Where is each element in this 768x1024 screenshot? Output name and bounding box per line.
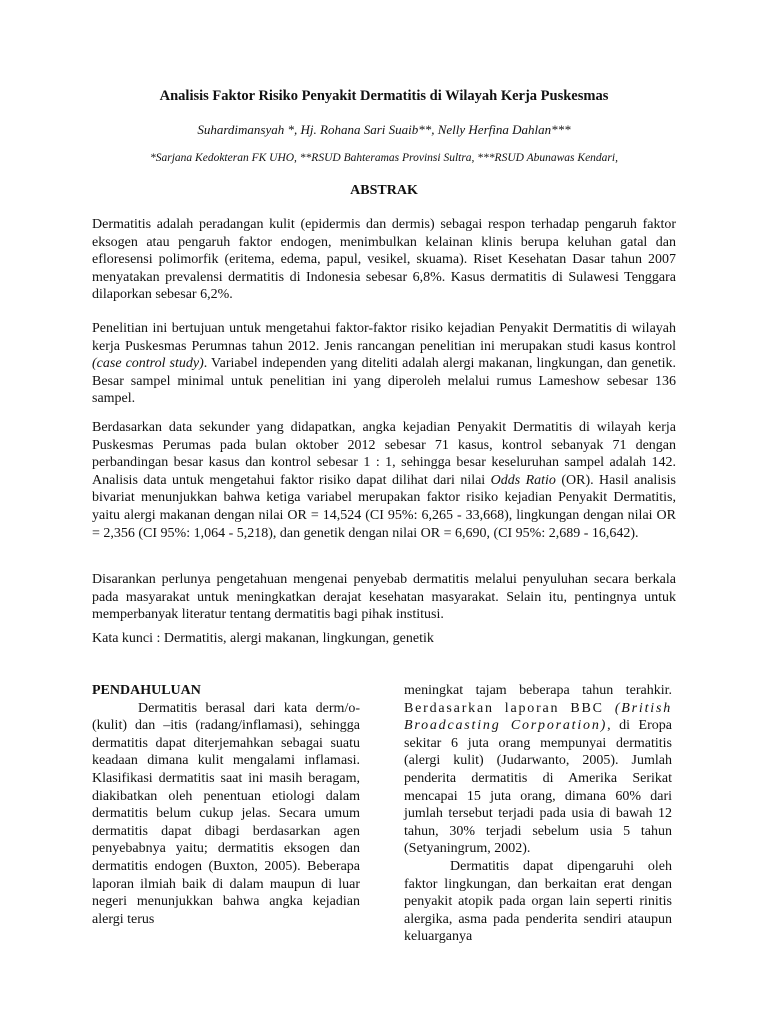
body-right-paragraph-2: Dermatitis dapat dipengaruhi oleh faktor lingkungan, dan berkaitan erat dengan penyakit atopik pada organ lain seperti rinitis alergika, asma pada penderita sendiri ataupun keluarganya bbox=[404, 858, 672, 945]
abstract-p3-text-a: Berdasarkan data sekunder yang didapatkan, angka kejadian Penyakit Dermatitis di wilayah kerja Puskesmas Perumas pada bulan oktober 2012 sebesar 71 kasus, kontrol sebanyak 71 dengan perbandingan besar kasus dan kontrol sebesar 1 : 1, sehingga besar keseluruhan sampel adalah 142. Analisis data untuk mengetahui faktor risiko dapat dilihat dari nilai bbox=[92, 420, 676, 488]
paper-authors: Suhardimansyah *, Hj. Rohana Sari Suaib**, Nelly Herfina Dahlan*** bbox=[197, 122, 571, 137]
section-heading-pendahuluan: PENDAHULUAN bbox=[92, 683, 201, 698]
abstract-paragraph-3 bbox=[92, 419, 676, 542]
abstract-p3-text-b: (OR). Hasil analisis bivariat menunjukkan bahwa ketiga variabel merupakan faktor risiko kejadian Penyakit Dermatitis, yaitu alergi makanan dengan nilai OR = 14,524 (CI 95%: 6,265 - 33,668), lingkungan dengan nilai OR = 2,356 (CI 95%: 1,064 - 5,218), dan genetik dengan nilai OR = 6,690, (CI 95%: 2,689 - 16,642). bbox=[92, 472, 677, 541]
paper-title: Analisis Faktor Risiko Penyakit Dermatitis di Wilayah Kerja Puskesmas bbox=[159, 88, 609, 104]
body-right-text-a: meningkat tajam beberapa tahun terahkir. bbox=[404, 683, 672, 698]
body-right-text-b: , di Eropa sekitar 6 juta orang mempunyai dermatitis (alergi kulit) (Judarwanto, 2005). Jumlah penderita dermatitis di Amerika Serikat mencapai 15 juta orang, dimana 60% dari jumlah tersebut terjadi pada usia di bawah 12 tahun, 30% terjadi sebelum usia 5 tahun (Setyaningrum, 2002). bbox=[404, 718, 672, 857]
body-right-paragraph-1 bbox=[404, 682, 672, 858]
abstract-p2-text-a: Penelitian ini bertujuan untuk mengetahui faktor-faktor risiko kejadian Penyakit Dermatitis di wilayah kerja Puskesmas Perumnas tahun 2012. Jenis rancangan penelitian ini merupakan studi kasus kontrol bbox=[92, 321, 676, 354]
body-right-italic: (British Broadcasting Corporation) bbox=[404, 700, 672, 734]
body-right-text-spaced: Berdasarkan laporan BBC bbox=[404, 700, 615, 716]
abstract-p2-text-b: . Variabel independen yang diteliti adalah alergi makanan, lingkungan, dan genetik. Besar sampel minimal untuk penelitian ini yang diperoleh melalui rumus Lameshow sebesar 136 sampel. bbox=[92, 356, 676, 407]
abstract-p3-italic: Odds Ratio bbox=[490, 472, 556, 488]
abstract-heading: ABSTRAK bbox=[350, 183, 418, 198]
abstract-paragraph-1: Dermatitis adalah peradangan kulit (epidermis dan dermis) sebagai respon terhadap pengaruh faktor eksogen atau pengaruh faktor endogen, menimbulkan kelainan klinis berupa keluhan gatal dan efloresensi polimorfik (eritema, edema, papul, vesikel, skuama). Riset Kesehatan Dasar tahun 2007 menyatakan prevalensi dermatitis di Indonesia sebesar 6,8%. Kasus dermatitis di Sulawesi Tenggara dilaporkan sebesar 6,2%. bbox=[92, 217, 676, 303]
keywords: Kata kunci : Dermatitis, alergi makanan, lingkungan, genetik bbox=[92, 631, 434, 646]
body-column-right bbox=[404, 682, 672, 946]
abstract-paragraph-2 bbox=[92, 320, 676, 408]
paper-affiliations: *Sarjana Kedokteran FK UHO, **RSUD Bahteramas Provinsi Sultra, ***RSUD Abunawas Kendari, bbox=[150, 152, 618, 164]
abstract-p2-italic: (case control study) bbox=[92, 356, 204, 372]
body-column-left bbox=[92, 682, 360, 928]
body-left-paragraph: Dermatitis berasal dari kata derm/o- (kulit) dan –itis (radang/inflamasi), sehingga dermatitis dapat diterjemahkan sebagai suatu keadaan dimana kulit mengalami inflamasi. Klasifikasi dermatitis saat ini masih beragam, diakibatkan oleh penentuan etiologi dalam dermatitis belum cukup jelas. Secara umum dermatitis dapat dibagi berdasarkan agen penyebabnya yaitu; dermatitis eksogen dan dermatitis endogen (Buxton, 2005). Beberapa laporan ilmiah baik di dalam maupun di luar negeri menunjukkan bahwa angka kejadian alergi terus bbox=[92, 700, 360, 927]
abstract-paragraph-4: Disarankan perlunya pengetahuan mengenai penyebab dermatitis melalui penyuluhan secara berkala pada masyarakat untuk meningkatkan derajat kesehatan masyarakat. Selain itu, pentingnya untuk memperbanyak literatur tentang dermatitis bagi pihak institusi. bbox=[92, 572, 676, 623]
